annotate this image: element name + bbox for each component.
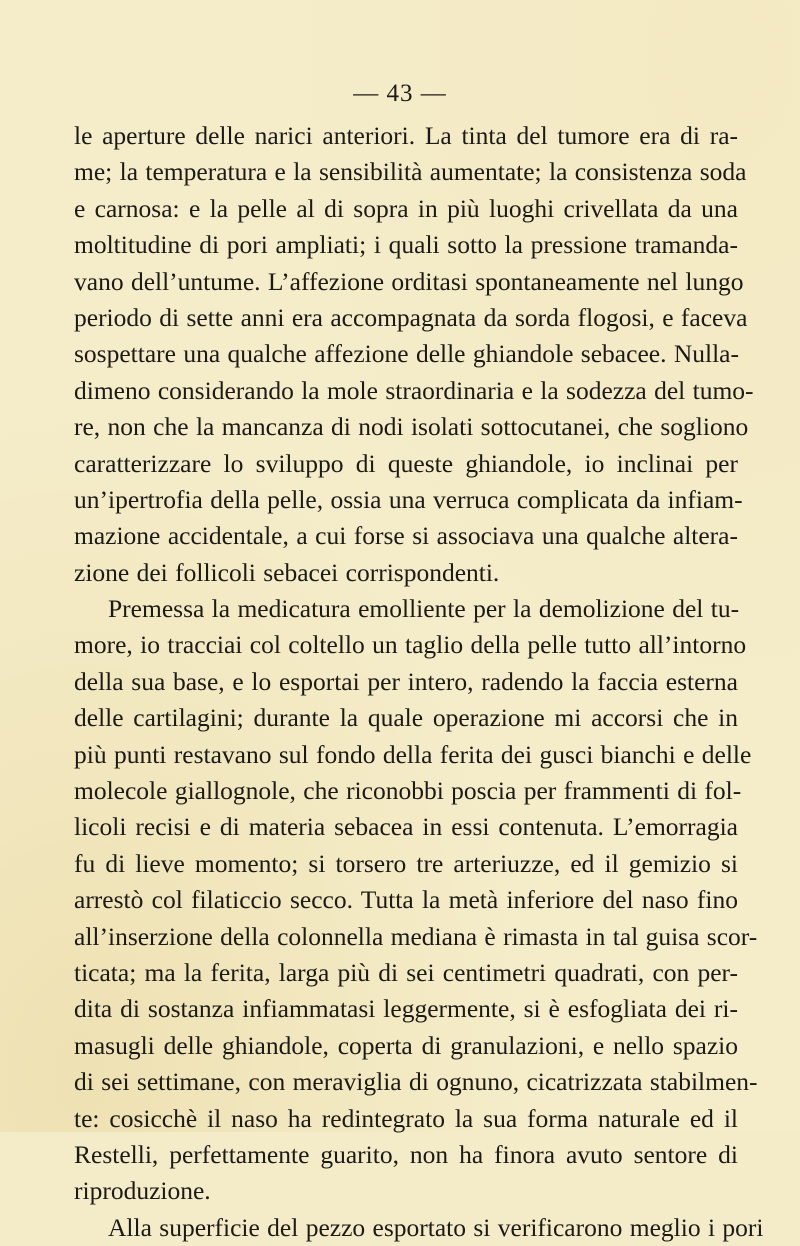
text-line: un’ipertrofia della pelle, ossia una verruca complicata da infiam- [74,484,743,514]
text-line: caratterizzare lo sviluppo di queste ghiandole, io inclinai per [74,448,738,478]
text-line: Restelli, perfettamente guarito, non ha finora avuto sentore di [74,1139,738,1169]
text-line: re, non che la mancanza di nodi isolati sottocutanei, che sogliono [74,412,749,442]
text-line: arrestò col filaticcio secco. Tutta la metà inferiore del naso fino [74,885,738,915]
paragraph-end-line: riproduzione. [74,1176,211,1206]
paragraph-start-line: Premessa la medicatura emolliente per la demolizione del tu- [108,594,740,624]
text-line: fu di lieve momento; si torsero tre arteriuzze, ed il gemizio si [74,848,738,878]
text-line: te: cosicchè il naso ha redintegrato la sua forma naturale ed il [74,1103,738,1133]
text-line: dita di sostanza infiammatasi leggermente, si è esfogliata dei ri- [74,994,738,1024]
text-line: ticata; ma la ferita, larga più di sei centimetri quadrati, con per- [74,957,738,987]
text-line: più punti restavano sul fondo della ferita dei gusci bianchi e delle [74,739,752,769]
body-text [74,118,764,1246]
text-line: periodo di sette anni era accompagnata da sorda flogosi, e faceva [74,302,748,332]
text-line: masugli delle ghiandole, coperta di granulazioni, e nello spazio [74,1030,738,1060]
text-line: di sei settimane, con meraviglia di ognuno, cicatrizzata stabilmen- [74,1067,758,1097]
text-line: mazione accidentale, a cui forse si associava una qualche altera- [74,521,738,551]
text-line: vano dell’untume. L’affezione orditasi spontaneamente nel lungo [74,266,744,296]
text-line: more, io tracciai col coltello un taglio della pelle tutto all’intorno [74,630,747,660]
paragraph-start-line: Alla superficie del pezzo esportato si verificarono meglio i pori [108,1212,764,1242]
text-line: me; la temperatura e la sensibilità aumentate; la consistenza soda [74,157,747,187]
page-number: — 43 — [353,80,447,107]
text-line: sospettare una qualche affezione delle ghiandole sebacee. Nulla- [74,339,739,369]
paragraph-end-line: zione dei follicoli sebacei corrispondenti. [74,557,500,587]
text-line: licoli recisi e di materia sebacea in essi contenuta. L’emorragia [74,812,738,842]
text-line: molecole giallognole, che riconobbi poscia per frammenti di fol- [74,776,742,806]
text-line: e carnosa: e la pelle al di sopra in più luoghi crivellata da una [74,193,738,223]
text-line: le aperture delle narici anteriori. La tinta del tumore era di ra- [74,121,738,150]
text-line: dimeno considerando la mole straordinaria e la sodezza del tumo- [74,375,754,405]
text-line: moltitudine di pori ampliati; i quali sotto la pressione tramanda- [74,230,738,260]
text-line: delle cartilagini; durante la quale operazione mi accorsi che in [74,703,738,733]
text-line: all’inserzione della colonnella mediana è rimasta in tal guisa scor- [74,921,758,951]
text-line: della sua base, e lo esportai per intero, radendo la faccia esterna [74,666,738,696]
